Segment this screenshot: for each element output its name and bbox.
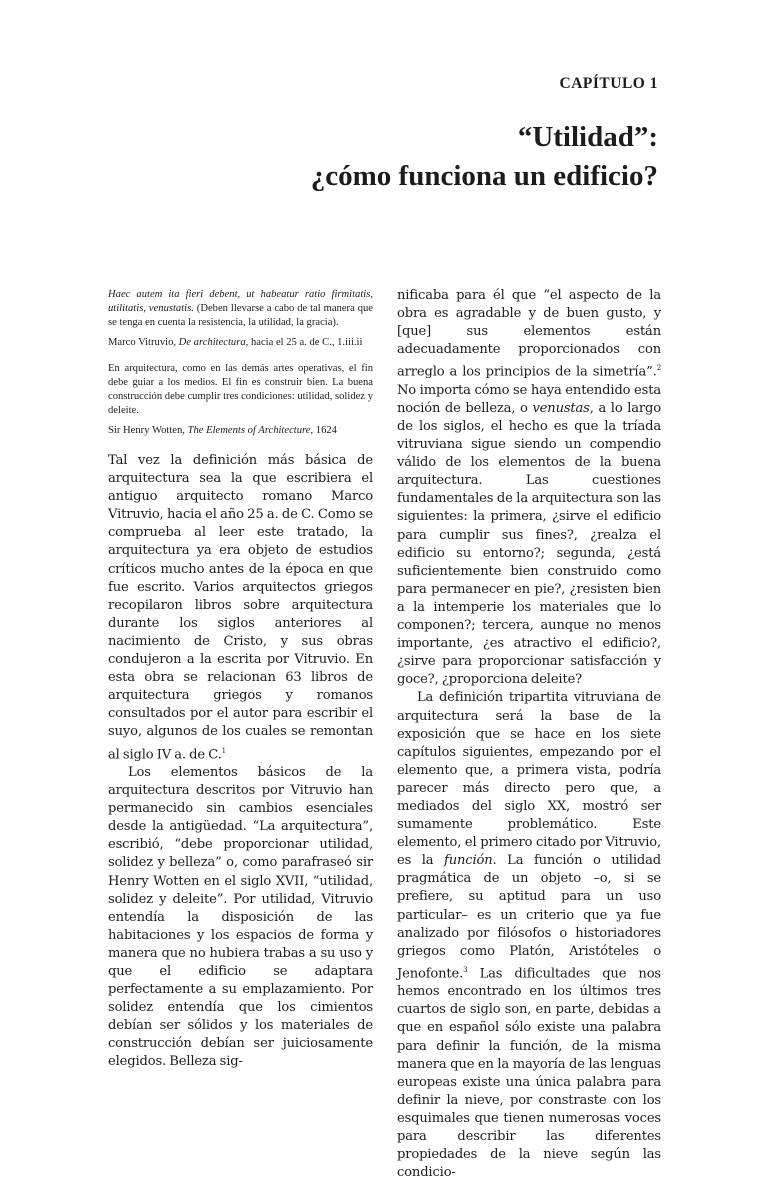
- footnote-ref[interactable]: 1: [221, 746, 226, 755]
- epigraph-quote-wotten: En arquitectura, como en las demás artes operativas, el fin debe guiar a los medios. El fin es construir bien. La buena construcción debe cumplir tres condiciones: utilidad, solidez y deleite.: [108, 363, 373, 416]
- body-paragraph: Los elementos básicos de la arquitectura descritos por Vitruvio han permanecido sin cambios esenciales desde la antigüedad. “La arquitectura”, escribió, “debe proporcionar utilidad, solidez y belleza” o, como parafraseó sir Henry Wotten en el siglo XVII, “utilidad, solidez y deleite”. Por utilidad, Vitruvio entendía la disposición de las habitaciones y los espacios de forma y manera que no hubiera trabas a su uso y que el edificio se adaptara perfectamente a su emplazamiento. Por solidez entendía que los cimientos debían ser sólidos y los materiales de construcción debían ser juiciosamente elegidos. Belleza sig-: [108, 764, 373, 1070]
- chapter-title-line-2: ¿cómo funciona un edificio?: [310, 160, 658, 192]
- body-paragraph: La definición tripartita vitruviana de arquitectura será la base de la exposición que se hace en los siete capítulos siguientes, empezando por el elemento que, a primera vista, podría parecer más directo pero que, a mediados del siglo XX, mostró ser sumamente problemático. Este elemento, el primero citado por Vitruvio, es la función. La función o utilidad pragmática de un objeto –o, si se prefiere, su aptitud para un uso particular– es un criterio que ya fue analizado por filósofos o historiadores griegos como Platón, Aristóteles o Jenofonte.$^3$ Las dificultades que nos hemos encontrado en los últimos tres cuartos de siglo son, en parte, debidas a que en español sólo existe una palabra para definir la función, de la misma manera que en la mayoría de las lenguas europeas existe una única palabra para definir la nieve, por constraste con los esquimales que tienen numerosas voces para describir las diferentes propiedades de la nieve según las condicio-: [397, 690, 661, 1181]
- epigraph: [108, 288, 373, 438]
- body-paragraph: nificaba para él que “el aspecto de la obra es agradable y de buen gusto, y [que] sus elementos están adecuadamente proporcionados con arreglo a los principios de la simetría”.$^2$ No importa cómo se haya entendido esta noción de belleza, o venustas, a lo largo de los siglos, el hecho es que la tríada vitruviana sigue siendo un compendio válido de los elementos de la buena arquitectura. Las cuestiones fundamentales de la arquitectura son las siguientes: la primera, ¿sirve el edificio para cumplir sus fines?, ¿realza el edificio su entorno?; segunda, ¿está suficientemente bien construido como para permanecer en pie?, ¿resisten bien a la intemperie los materiales que lo componen?; tercera, aunque no menos importante, ¿es atractivo el edificio?, ¿sirve para proporcionar satisfacción y goce?, ¿proporciona deleite?: [397, 288, 661, 688]
- footnote-ref[interactable]: 2: [656, 364, 661, 373]
- chapter-title-line-1: “Utilidad”:: [517, 121, 658, 153]
- chapter-label: CAPÍTULO 1: [559, 75, 658, 92]
- chapter-title: [311, 118, 658, 196]
- left-column: [108, 288, 373, 1072]
- epigraph-quote-vitruvio: Haec autem ita fieri debent, ut habeatur ratio firmitatis, utilitatis, venustatis. (Deben llevarse a cabo de tal manera que se tenga en cuenta la resistencia, la utilidad, la gracia).: [108, 289, 373, 328]
- body-paragraph: Tal vez la definición más básica de arquitectura sea la que escribiera el antiguo arquitecto romano Marco Vitruvio, hacia el año 25 a. de C. Como se comprueba al leer este tratado, la arquitectura ya era objeto de estudios críticos mucho antes de la época en que fue escrito. Varios arquitectos griegos recopilaron libros sobre arquitectura durante los siglos anteriores al nacimiento de Cristo, y sus obras condujeron a la escrita por Vitruvio. En esta obra se relacionan 63 libros de arquitectura griegos y romanos consultados por el autor para escribir el suyo, algunos de los cuales se remontan al siglo IV a. de C.$^1$: [108, 453, 373, 762]
- right-column: [397, 287, 661, 1182]
- epigraph-citation-vitruvio: Marco Vitruvio, De architectura, hacia el 25 a. de C., 1.iii.ii: [108, 337, 363, 348]
- epigraph-citation-wotten: Sir Henry Wotten, The Elements of Architecture, 1624: [108, 425, 337, 436]
- footnote-ref[interactable]: 3: [463, 965, 468, 974]
